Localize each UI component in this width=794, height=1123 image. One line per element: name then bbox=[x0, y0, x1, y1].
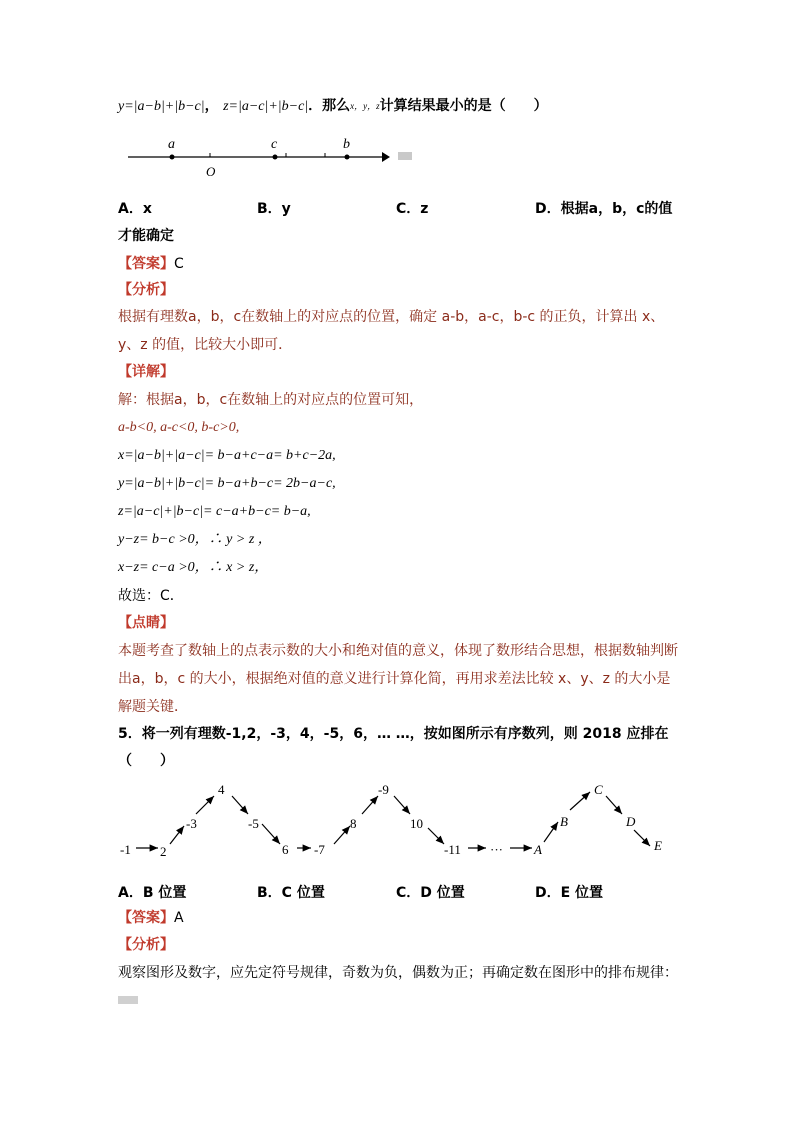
option-d: D．根据a，b，c的值 bbox=[535, 201, 673, 217]
stem-end: 计算结果最小的是（ ） bbox=[379, 98, 548, 114]
seq-label: C bbox=[594, 782, 603, 797]
seq-label: A bbox=[534, 842, 542, 857]
stem-y-expression: y=|a−b|+|b−c| bbox=[118, 99, 205, 114]
q5-option-b: B．C 位置 bbox=[257, 885, 325, 901]
answer2-label: 【答案】 bbox=[118, 910, 174, 926]
detail-label: 【详解】 bbox=[118, 364, 174, 380]
stem-vars: x，y，z bbox=[350, 101, 380, 111]
axis-label-a: a bbox=[168, 137, 175, 152]
detail-line-2: a-b<0, a-c<0, b-c>0, bbox=[118, 420, 240, 435]
seq-label: -9 bbox=[378, 782, 389, 797]
q5-option-a: A．B 位置 bbox=[118, 885, 187, 901]
analysis-label: 【分析】 bbox=[118, 282, 174, 298]
detail-line-8: 故选：C． bbox=[118, 588, 184, 604]
seq-label: 10 bbox=[410, 816, 423, 831]
comment-label: 【点睛】 bbox=[118, 615, 174, 631]
answer2-value: A bbox=[174, 910, 184, 926]
answer-label: 【答案】 bbox=[118, 256, 174, 272]
answer-row bbox=[118, 254, 184, 274]
comment-line-3: 解题关键． bbox=[118, 699, 188, 715]
point-b bbox=[345, 155, 350, 160]
seq-label: -3 bbox=[186, 816, 197, 831]
diagram-labels bbox=[120, 782, 662, 859]
answer2-row bbox=[118, 908, 184, 928]
placeholder-image-icon bbox=[398, 152, 412, 160]
comment-line-1: 本题考查了数轴上的点表示数的大小和绝对值的意义，体现了数形结合思想，根据数轴判断 bbox=[118, 643, 678, 659]
seq-label: 8 bbox=[350, 816, 357, 831]
option-c: C．z bbox=[396, 201, 429, 217]
point-a bbox=[170, 155, 175, 160]
option-a: A．x bbox=[118, 201, 152, 217]
analysis-text-1: 根据有理数a，b，c在数轴上的对应点的位置，确定 a-b，a-c，b-c 的正负，计算出 x、 bbox=[118, 309, 665, 325]
question-4-stem: y=|a−b|+|b−c|， z=|a−c|+|b−c|．那么x，y，z计算结果最小的是（ ） bbox=[118, 98, 548, 114]
analysis2-label: 【分析】 bbox=[118, 937, 174, 953]
answer-value: C bbox=[174, 256, 184, 272]
seq-label: -1 bbox=[120, 842, 131, 857]
seq-label: -11 bbox=[444, 842, 461, 857]
axis-label-c: c bbox=[271, 137, 278, 152]
detail-line-4: y=|a−b|+|b−c|= b−a+b−c= 2b−a−c, bbox=[118, 476, 336, 491]
stem-z-expression: z=|a−c|+|b−c| bbox=[223, 99, 309, 114]
question-5-stem: 5．将一列有理数-1,2，-3，4，-5，6，… …，按如图所示有序数列，则 2018 应排在 bbox=[118, 726, 669, 742]
detail-line-6: y−z= b−c >0，∴ y > z ， bbox=[118, 532, 272, 547]
seq-label: -5 bbox=[248, 816, 259, 831]
seq-label: 6 bbox=[282, 842, 289, 857]
detail-line-7: x−z= c−a >0，∴ x > z， bbox=[118, 560, 269, 575]
q5-option-d: D．E 位置 bbox=[535, 885, 604, 901]
comment-line-2: 出a，b，c 的大小，根据绝对值的意义进行计算化简，再用求差法比较 x、y、z 的大小是 bbox=[118, 671, 671, 687]
number-line-diagram bbox=[120, 130, 430, 182]
point-c bbox=[273, 155, 278, 160]
seq-label: -7 bbox=[314, 842, 325, 857]
seq-label: E bbox=[654, 838, 662, 853]
analysis-text-2: y、z 的值，比较大小即可． bbox=[118, 337, 293, 353]
option-d-continued: 才能确定 bbox=[118, 228, 174, 244]
detail-line-5: z=|a−c|+|b−c|= c−a+b−c= b−a, bbox=[118, 504, 311, 519]
seq-label: ··· bbox=[490, 842, 503, 857]
zigzag-sequence-diagram bbox=[110, 778, 680, 868]
analysis2-text: 观察图形及数字，应先定符号规律，奇数为负，偶数为正；再确定数在图形中的排布规律： bbox=[118, 965, 678, 981]
axis-label-b: b bbox=[343, 137, 350, 152]
seq-label: B bbox=[560, 814, 568, 829]
seq-label: 2 bbox=[160, 844, 167, 859]
detail-line-3: x=|a−b|+|a−c|= b−a+c−a= b+c−2a, bbox=[118, 448, 336, 463]
question-5-paren: （ ） bbox=[118, 753, 174, 769]
placeholder-image-icon bbox=[118, 996, 138, 1004]
seq-label: 4 bbox=[218, 782, 225, 797]
q5-option-c: C．D 位置 bbox=[396, 885, 465, 901]
detail-line-1: 解：根据a，b，c在数轴上的对应点的位置可知， bbox=[118, 392, 424, 408]
stem-tail: ．那么 bbox=[308, 98, 351, 114]
option-b: B．y bbox=[257, 201, 291, 217]
axis-label-origin: O bbox=[206, 164, 216, 179]
seq-label: D bbox=[626, 814, 636, 829]
